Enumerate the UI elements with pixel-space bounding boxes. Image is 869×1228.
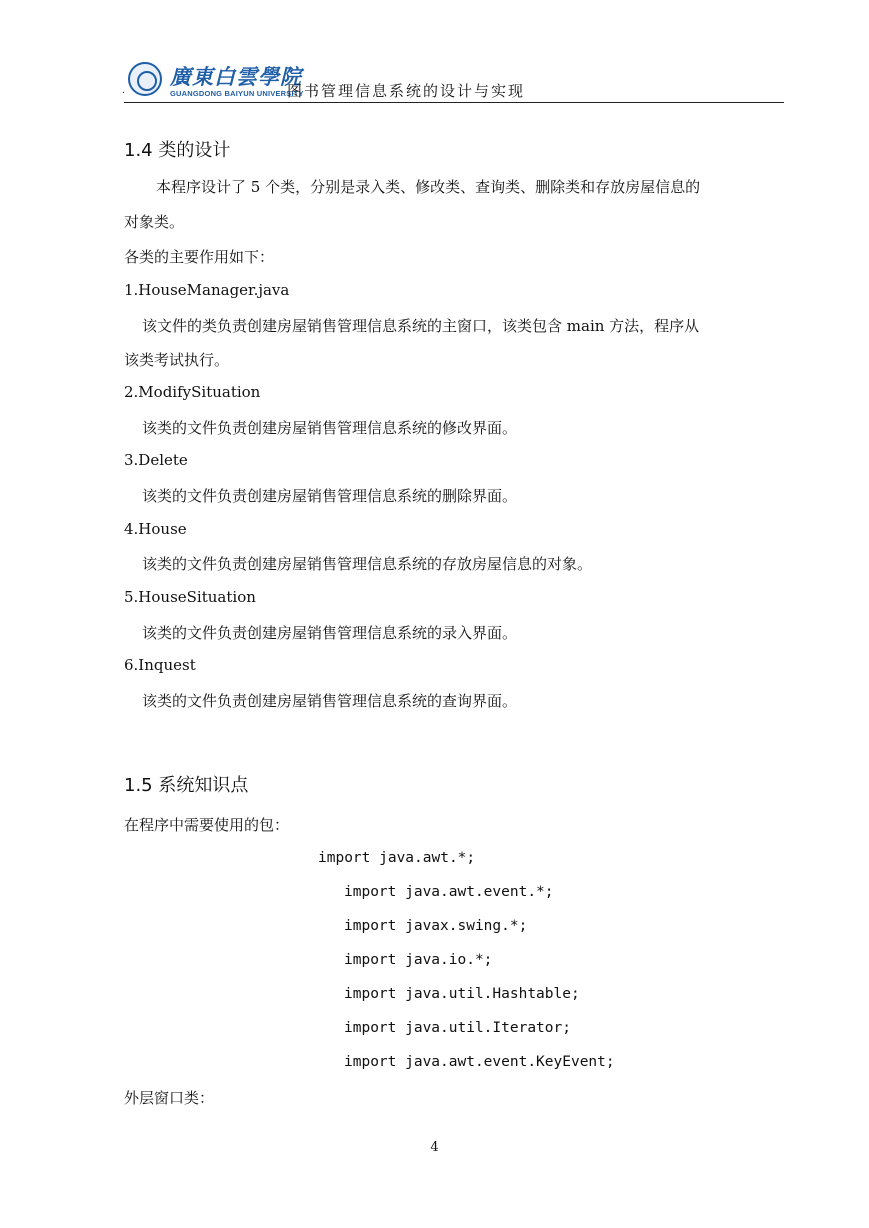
- intro-line: 对象类。: [124, 213, 185, 231]
- class-name: 3.Delete: [124, 451, 188, 469]
- class-name: 5.HouseSituation: [124, 588, 256, 606]
- university-logo-english: GUANGDONG BAIYUN UNIVERSITY: [170, 89, 304, 98]
- intro-line: 本程序设计了 5 个类，分别是录入类、修改类、查询类、删除类和存放房屋信息的: [156, 178, 701, 196]
- code-import-line: import java.awt.*;: [318, 850, 476, 866]
- class-description: 该类的文件负责创建房屋销售管理信息系统的查询界面。: [142, 692, 518, 710]
- class-name: 1.HouseManager.java: [124, 281, 290, 299]
- class-name: 2.ModifySituation: [124, 383, 261, 401]
- class-description: 该类的文件负责创建房屋销售管理信息系统的录入界面。: [142, 624, 518, 642]
- lead-text: 在程序中需要使用的包：: [124, 816, 290, 834]
- header-title: 图书管理信息系统的设计与实现: [287, 82, 526, 100]
- class-description: 该类考试执行。: [124, 351, 230, 369]
- code-import-line: import javax.swing.*;: [344, 918, 528, 934]
- class-name: 4.House: [124, 520, 187, 538]
- university-seal-icon: [128, 62, 162, 96]
- lead-text: 各类的主要作用如下：: [124, 248, 275, 266]
- page-header: [124, 58, 784, 104]
- section-heading: 1.4 类的设计: [124, 140, 231, 161]
- class-description: 该类的文件负责创建房屋销售管理信息系统的删除界面。: [142, 487, 518, 505]
- code-import-line: import java.util.Iterator;: [344, 1020, 571, 1036]
- code-import-line: import java.awt.event.KeyEvent;: [344, 1054, 615, 1070]
- code-import-line: import java.util.Hashtable;: [344, 986, 580, 1002]
- trailing-text: 外层窗口类：: [124, 1089, 215, 1107]
- class-description: 该文件的类负责创建房屋销售管理信息系统的主窗口，该类包含 main 方法，程序从: [142, 317, 700, 335]
- class-name: 6.Inquest: [124, 656, 196, 674]
- university-logo-chinese: 廣東白雲學院: [170, 64, 302, 89]
- header-rule: [124, 102, 784, 103]
- class-description: 该类的文件负责创建房屋销售管理信息系统的修改界面。: [142, 419, 518, 437]
- code-import-line: import java.io.*;: [344, 952, 493, 968]
- class-description: 该类的文件负责创建房屋销售管理信息系统的存放房屋信息的对象。: [142, 555, 593, 573]
- header-dot: .: [122, 86, 125, 96]
- section-heading: 1.5 系统知识点: [124, 775, 249, 796]
- page-number: 4: [430, 1140, 439, 1155]
- code-import-line: import java.awt.event.*;: [344, 884, 554, 900]
